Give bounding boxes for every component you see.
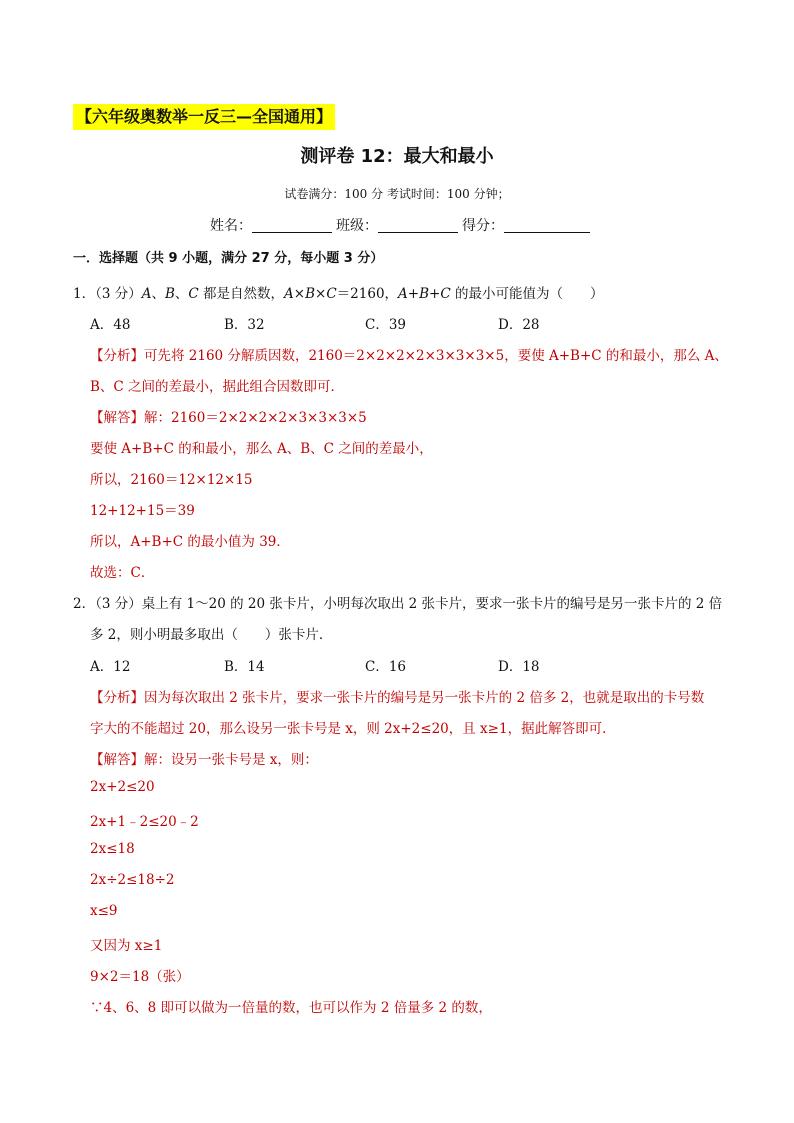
q1-stem — [73, 282, 603, 302]
q2-answer-text: 解：设另一张卡号是 x，则： — [144, 752, 318, 768]
q2-step: 2x+2≤20 — [90, 779, 155, 795]
q1-option-a[interactable]: A．48 — [90, 317, 131, 333]
q2-step: 又因为 x≥1 — [90, 938, 163, 954]
q1-product: A×B×C — [284, 286, 337, 302]
score-label: 得分： — [462, 218, 504, 234]
q1-solution-line: 所以，A+B+C 的最小值为 39． — [90, 534, 290, 550]
q2-stem-line-1: 2．（3 分）桌上有 1～20 的 20 张卡片，小明每次取出 2 张卡片，要求一张卡片的编号是另一张卡片的 2 倍 — [73, 596, 723, 612]
q1-analysis-line-2: B、C 之间的差最小，据此组合因数即可． — [90, 379, 345, 395]
q1-stem-tail: 的最小可能值为（ ） — [450, 286, 604, 302]
q1-stem-text: 都是自然数， — [198, 286, 285, 302]
page-title: 测评卷 12：最大和最小 — [300, 146, 494, 167]
var-a: A — [141, 286, 152, 302]
student-info-row — [210, 215, 594, 235]
q1-solution-line: 12+12+15＝39 — [90, 503, 195, 519]
q1-answer-line — [90, 406, 367, 426]
q2-step: 2x+1﹣2≤20﹣2 — [90, 814, 199, 830]
q2-step: 2x≤18 — [90, 841, 135, 857]
exam-meta: 试卷满分：100 分 考试时间：100 分钟； — [284, 187, 510, 201]
answer-tag: 【解答】 — [90, 410, 144, 426]
name-blank[interactable] — [252, 218, 332, 233]
answer-tag: 【解答】 — [90, 752, 144, 768]
q2-analysis-line-1: 【分析】因为每次取出 2 张卡片，要求一张卡片的编号是另一张卡片的 2 倍多 2，也就是取出的卡号数 — [90, 690, 705, 706]
score-blank[interactable] — [504, 218, 590, 233]
q1-product-value: ＝2160， — [336, 286, 399, 302]
q1-answer-text: 解：2160＝2×2×2×2×3×3×3×5 — [144, 410, 367, 426]
section-heading: 一．选择题（共 9 小题，满分 27 分，每小题 3 分） — [73, 251, 384, 266]
q1-solution-line: 要使 A+B+C 的和最小，那么 A、B、C 之间的差最小， — [90, 441, 433, 457]
q2-option-b[interactable]: B．14 — [224, 659, 265, 675]
q1-option-d[interactable]: D．28 — [498, 317, 540, 333]
q2-option-d[interactable]: D．18 — [498, 659, 540, 675]
q1-solution-line: 所以，2160＝12×12×15 — [90, 472, 253, 488]
q2-step: x≤9 — [90, 903, 118, 919]
q2-stem-line-2: 多 2，则小明最多取出（ ）张卡片． — [90, 627, 333, 643]
q2-step: 9×2＝18（张） — [90, 969, 190, 985]
name-label: 姓名： — [210, 218, 252, 234]
q2-analysis-line-2: 字大的不能超过 20，那么设另一张卡号是 x，则 2x+2≤20，且 x≥1，据此解答即可． — [90, 721, 616, 737]
q1-sum: A+B+C — [398, 286, 451, 302]
q1-choice-line: 故选：C． — [90, 565, 155, 581]
q2-step: ∵4、6、8 即可以做为一倍量的数，也可以作为 2 倍量多 2 的数， — [90, 1000, 492, 1016]
q1-sep: 、 — [174, 286, 189, 302]
var-b: B — [164, 286, 175, 302]
q2-option-c[interactable]: C．16 — [365, 659, 407, 675]
class-blank[interactable] — [378, 218, 458, 233]
q2-step: 2x÷2≤18÷2 — [90, 872, 175, 888]
q1-option-c[interactable]: C．39 — [365, 317, 407, 333]
series-banner: 【六年级奥数举一反三—全国通用】 — [73, 104, 335, 130]
q1-analysis-line-1: 【分析】可先将 2160 分解质因数，2160＝2×2×2×2×3×3×3×5，要使 A+B+C 的和最小，那么 A、 — [90, 348, 728, 364]
var-c: C — [188, 286, 199, 302]
q2-option-a[interactable]: A．12 — [90, 659, 131, 675]
class-label: 班级： — [336, 218, 378, 234]
q1-sep: 、 — [151, 286, 165, 302]
q1-option-b[interactable]: B．32 — [224, 317, 265, 333]
q1-number: 1．（3 分） — [73, 286, 142, 302]
q2-answer-line — [90, 748, 318, 768]
